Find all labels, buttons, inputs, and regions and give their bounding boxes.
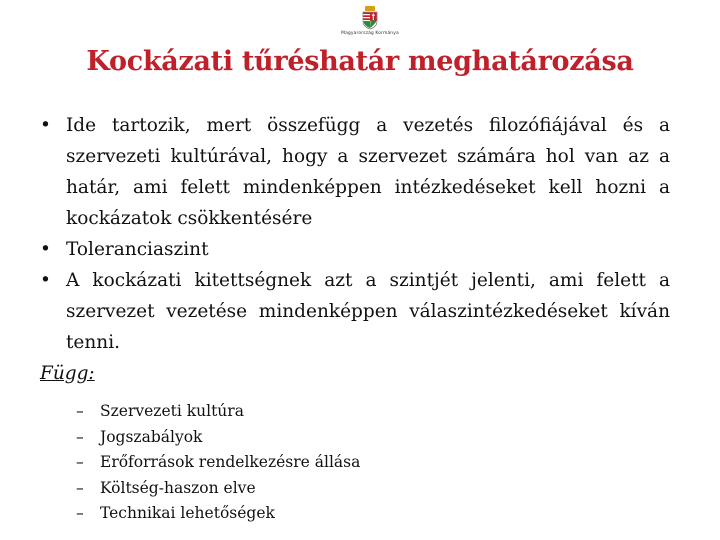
hungarian-coat-of-arms-icon [361,6,379,30]
depends-label: Függ: [40,363,95,384]
list-item-text: Erőforrások rendelkezésre állása [100,453,361,471]
logo-caption: Magyarország Kormánya [341,31,399,36]
list-item [76,476,670,502]
slide-title: Kockázati tűréshatár meghatározása [86,46,634,77]
dash-icon: – [76,453,84,471]
slide-body [40,110,670,527]
bullet-icon: • [40,239,51,260]
dependency-list [76,399,670,527]
bullet-item [40,110,670,234]
list-item-text: Költség-haszon elve [100,478,256,497]
dash-icon: – [76,478,84,497]
bullet-item [40,265,670,358]
list-item [76,450,670,476]
list-item-text: Technikai lehetőségek [100,504,275,522]
list-item-text: Szervezeti kultúra [100,402,244,420]
list-item [76,425,670,451]
bullet-icon: • [40,115,51,136]
dash-icon: – [76,504,84,522]
dash-icon: – [76,427,84,446]
bullet-item [40,234,670,265]
bullet-text: Toleranciaszint [66,239,209,260]
bullet-text: A kockázati kitettségnek azt a szintjét jelenti, ami felett a szervezet vezetése mindenképpen válaszintézkedéseket kíván tenni. [66,270,670,353]
bullet-icon: • [40,270,51,291]
list-item [76,399,670,425]
government-logo [338,6,402,46]
dash-icon: – [76,402,84,420]
list-item-text: Jogszabályok [100,427,203,446]
list-item [76,501,670,527]
bullet-text: Ide tartozik, mert összefügg a vezetés filozófiájával és a szervezeti kultúrával, hogy a szervezet számára hol van az a határ, ami felett mindenképpen intézkedéseket kell hozni a kockázatok csökkentésére [66,115,670,229]
